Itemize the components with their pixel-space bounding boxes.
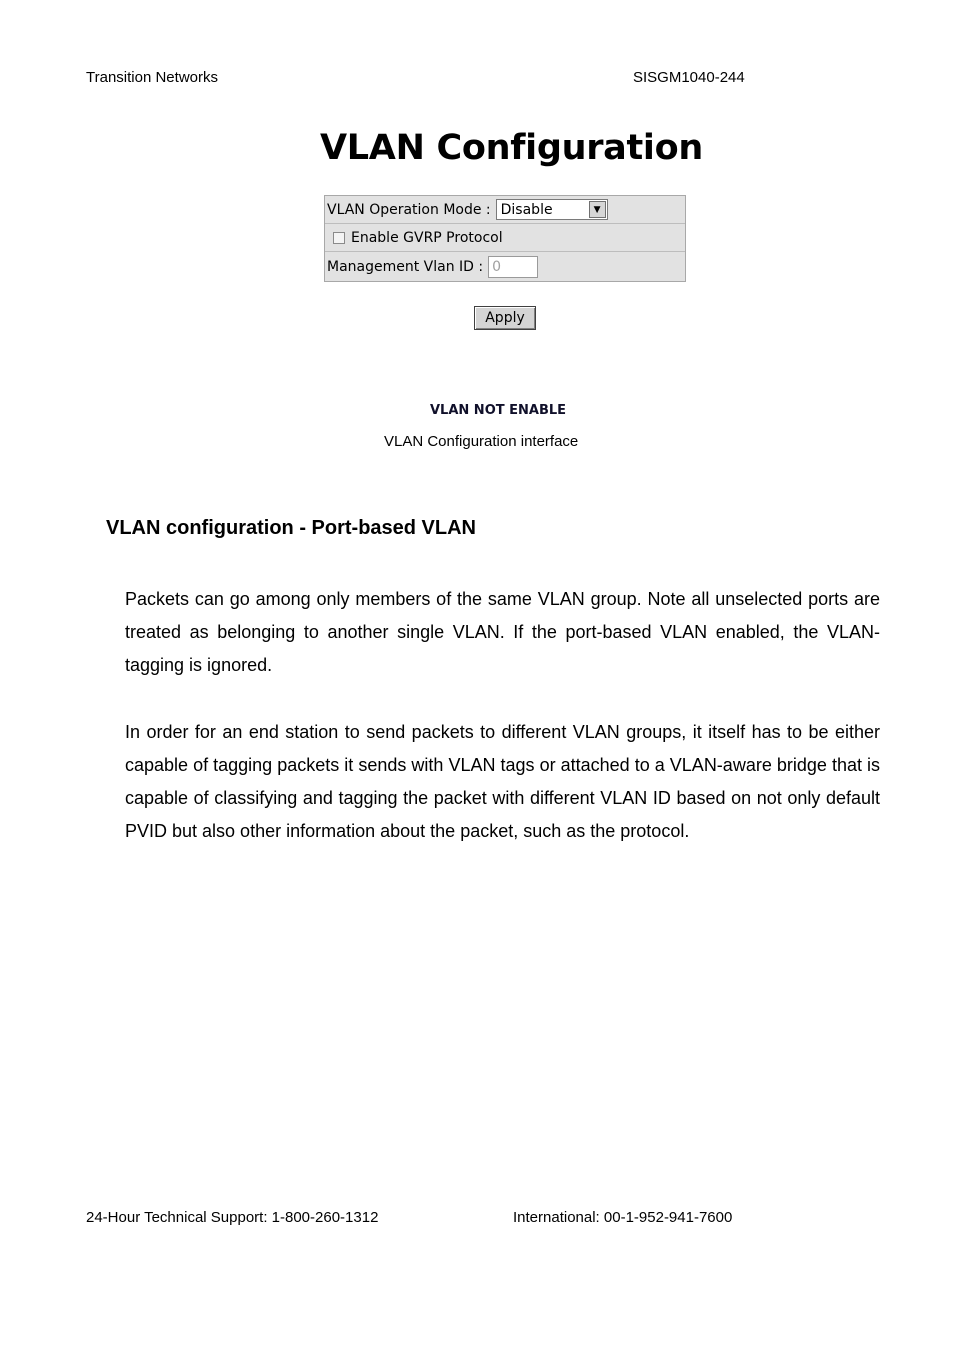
paragraph-2: In order for an end station to send packets to different VLAN groups, it itself has to be either capable of tagging packets it sends with VLAN tags or attached to a VLAN-aware bridge that is capable of classifying and tagging the packet with different VLAN ID based on not only default PVID but also other information about the packet, such as the protocol.	[125, 722, 880, 841]
vlan-config-form	[324, 195, 686, 282]
gvrp-label: Enable GVRP Protocol	[351, 229, 503, 246]
header-company: Transition Networks	[86, 69, 218, 86]
operation-mode-label: VLAN Operation Mode :	[327, 201, 491, 218]
figure-caption: VLAN Configuration interface	[384, 433, 579, 450]
section-title: VLAN configuration - Port-based VLAN	[106, 517, 476, 539]
vlan-config-title: VLAN Configuration	[320, 128, 703, 168]
operation-mode-value: Disable	[500, 201, 553, 218]
footer-support: 24-Hour Technical Support: 1-800-260-1312	[86, 1209, 379, 1226]
operation-mode-row	[325, 196, 685, 224]
mgmt-vlan-input[interactable]: 0	[488, 256, 538, 278]
chevron-down-icon[interactable]: ▼	[589, 201, 606, 218]
mgmt-vlan-row	[325, 252, 685, 281]
mgmt-vlan-label: Management Vlan ID :	[327, 258, 484, 275]
apply-button[interactable]: Apply	[474, 306, 536, 330]
gvrp-row	[325, 224, 685, 252]
paragraph-1: Packets can go among only members of the same VLAN group. Note all unselected ports are treated as belonging to another single VLAN. If the port-based VLAN enabled, the VLAN-tagging is ignored.	[125, 589, 880, 675]
gvrp-checkbox[interactable]	[333, 232, 345, 244]
operation-mode-select[interactable]	[496, 199, 608, 220]
footer-international: International: 00-1-952-941-7600	[513, 1209, 733, 1226]
header-model: SISGM1040-244	[633, 69, 745, 86]
vlan-status-text: VLAN NOT ENABLE	[430, 403, 567, 418]
